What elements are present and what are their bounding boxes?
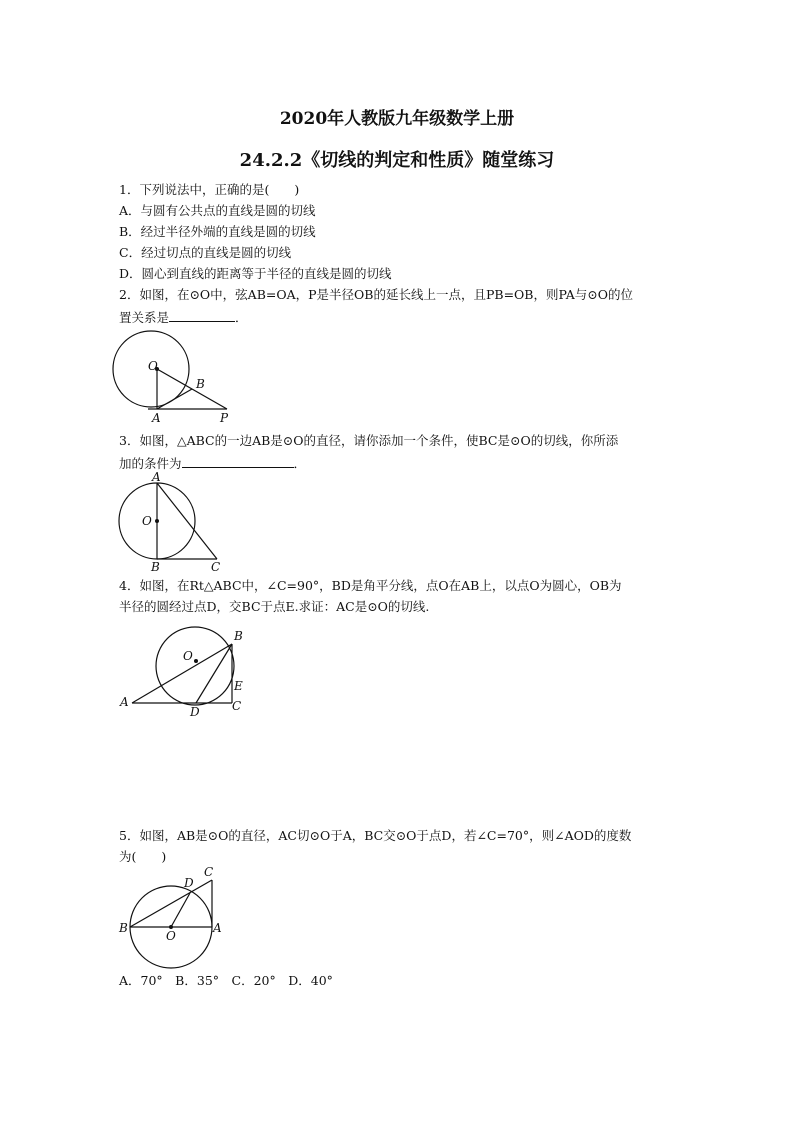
q5-figure — [112, 862, 232, 946]
q4-label-d: D — [190, 705, 200, 719]
q3-label-b: B — [151, 560, 160, 574]
sub-title: 24.2.2《切线的判定和性质》随堂练习 — [239, 150, 555, 171]
q3-label-a: A — [152, 470, 161, 484]
q3-segment-ac — [157, 483, 217, 559]
q4-label-c: C — [232, 699, 242, 713]
q2-label-p: P — [220, 411, 229, 425]
main-title: 2020年人教版九年级数学上册 — [279, 109, 515, 129]
q4-center-dot — [194, 659, 198, 663]
q2-end: ． — [235, 310, 248, 325]
q4-figure — [112, 624, 262, 720]
q4-segment-ab — [132, 644, 232, 703]
q3-label-o: O — [142, 514, 152, 528]
q2-figure — [112, 330, 242, 426]
q5-label-o: O — [166, 929, 176, 943]
q2-label-a: A — [152, 411, 161, 425]
q3-figure — [112, 472, 232, 572]
q3-end: ． — [293, 456, 307, 471]
q3-label-c: C — [211, 560, 221, 574]
q3-line1: 3．如图，△ABC的一边AB是⊙O的直径，请你添加一个条件，使BC是⊙O的切线，你所添 — [119, 433, 619, 448]
q2-label-o: O — [148, 359, 158, 373]
q4-label-e: E — [234, 679, 243, 693]
q1-stem: 1．下列说法中，正确的是( ) — [119, 182, 300, 197]
q4-segment-bd — [196, 644, 232, 703]
q2-line2-text: 置关系是 — [119, 310, 170, 325]
q5-line1: 5．如图，AB是⊙O的直径，AC切⊙O于A，BC交⊙O于点D，若∠C=70°，则∠AOD的度数 — [119, 828, 632, 843]
q1-option-a: A．与圆有公共点的直线是圆的切线 — [119, 203, 316, 218]
q2-line1: 2．如图，在⊙O中，弦AB=OA，P是半径OB的延长线上一点，且PB=OB，则PA与⊙O的位 — [119, 287, 633, 302]
q4-line2: 半径的圆经过点D，交BC于点E.求证：AC是⊙O的切线. — [119, 599, 430, 614]
q5-label-d: D — [184, 876, 194, 890]
q4-label-b: B — [234, 629, 243, 643]
q4-label-o: O — [183, 649, 193, 663]
q4-label-a: A — [120, 695, 129, 709]
q1-option-c: C．经过切点的直线是圆的切线 — [119, 245, 292, 260]
q2-label-b: B — [196, 377, 205, 391]
q3-center-dot — [155, 519, 159, 523]
q1-option-b: B．经过半径外端的直线是圆的切线 — [119, 224, 316, 239]
q2-segment-ab — [157, 389, 192, 409]
q3-line2-text: 加的条件为 — [119, 456, 182, 471]
q3-answer-blank — [182, 453, 294, 468]
q3-line2 — [119, 453, 306, 473]
q5-segment-bc — [130, 880, 212, 927]
q5-label-a: A — [213, 921, 222, 935]
q1-option-d: D．圆心到直线的距离等于半径的直线是圆的切线 — [119, 266, 392, 281]
q5-label-b: B — [119, 921, 128, 935]
q5-line2: 为( ) — [119, 849, 167, 864]
q5-label-c: C — [204, 865, 214, 879]
q2-line2 — [119, 307, 248, 327]
q2-answer-blank — [169, 307, 235, 322]
q5-options: A．70° B．35° C．20° D．40° — [119, 973, 333, 988]
q4-line1: 4．如图，在Rt△ABC中，∠C=90°，BD是角平分线，点O在AB上，以点O为圆心，OB为 — [119, 578, 622, 593]
